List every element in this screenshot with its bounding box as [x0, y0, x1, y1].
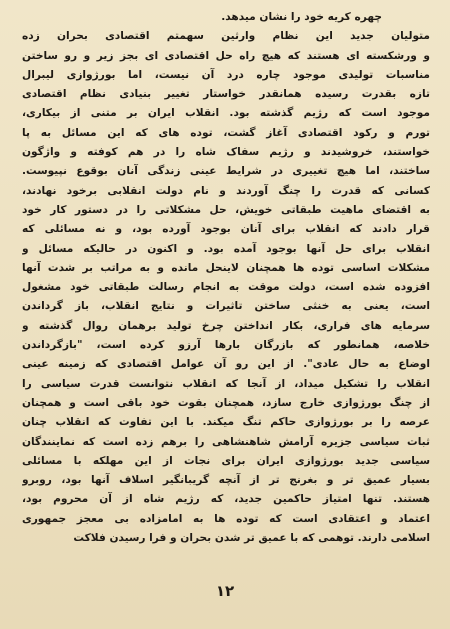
- text-line: انقلاب را تشکیل میداد، از آنجا که انقلاب نتوانست قدرت سیاسی را: [22, 377, 430, 390]
- text-line: اسلامی دارند. توهمی که با عمیق تر شدن بحران و فرا رسیدن فلاکت: [73, 532, 430, 545]
- text-line: مناسبات تولیدی موجود چاره درد آن نیست، اما بورژوازی لیبرال: [22, 68, 430, 81]
- text-line: خلاصه، همانطور که بازرگان بارها آرزو کرده است، "بازگرداندن: [22, 339, 430, 352]
- text-line: عرصه را بر بورژوازی حاکم تنگ میکند. با این تفاوت که انقلاب چنان: [22, 416, 430, 429]
- text-line: و ورشکسته ای هستند که هیچ راه حل اقتصادی ای بجز زیر و رو ساختن: [22, 49, 430, 62]
- text-line: ثبات سیاسی جزیره آرامش شاهنشاهی را برهم زده است که نماینندگان: [22, 435, 430, 448]
- page-number: ۱۲: [215, 582, 235, 600]
- text-line: سیاسی جدید بورژوازی ایران برای نجات از این مهلکه با مسائلی: [22, 454, 430, 467]
- text-line: اعتماد و اعتقادی است که توده ها به امامزاده بی معجز جمهوری: [22, 512, 430, 525]
- text-line: ساختند، اما هیچ تغییری در شرایط عینی زندگی آنان بوقوع نپیوست.: [22, 165, 430, 178]
- text-line: بسیار عمیق تر و بغرنج تر از آنچه گریبانگیر اسلاف آنها بود، روبرو: [22, 474, 430, 487]
- text-line: تازه بقدرت رسیده همانقدر خواستار تغییر بنیادی نظام اقتصادی: [22, 88, 430, 101]
- text-line: سرمایه های فراری، بکار انداختن چرخ تولید برهمان روال گذشته و: [22, 319, 430, 332]
- text-line: به اقتضای ماهیت طبقاتی خویش، حل مشکلاتی را در دستور کار خود: [22, 203, 430, 216]
- body-text: [22, 8, 430, 548]
- text-line: افزوده شده است، دولت موقت به انجام رسالت طبقاتی خود مشغول: [22, 281, 430, 294]
- text-line: قرار دادند که انقلاب برای آنان بوجود آورده بود، و نه مسائلی که: [22, 223, 430, 236]
- text-line: انقلاب برای حل آنها بوجود آمده بود. و اکنون در حالیکه مسائل و: [22, 242, 430, 255]
- text-line: مشکلات اساسی توده ها همچنان لاینحل مانده و به مراتب بر شدت آنها: [22, 261, 430, 274]
- text-line: متولیان جدید این نظام وارثین سهمتم اقتصادی بحران زده: [22, 30, 430, 43]
- text-line: است، یعنی به خنثی ساختن تاثیرات و نتایج انقلاب، باز گرداندن: [22, 300, 430, 313]
- text-line: هستند. تنها امتیاز حاکمین جدید، که رژیم شاه از آن محروم بود،: [22, 493, 430, 506]
- text-line: چهره کریه خود را نشان میدهد.: [221, 11, 382, 23]
- text-line: از چنگ بورژوازی خارج سازد، همچنان بقوت خود باقی است و همچنان: [22, 396, 430, 409]
- text-line: تورم و رکود اقتصادی آغاز گشت، توده های که این مسائل به پا: [22, 126, 430, 139]
- text-line: خواستند، خروشیدند و رژیم سفاک شاه را در هم کوفته و واژگون: [22, 146, 430, 159]
- text-line: اوضاع به حال عادی". از این رو آن عوامل اقتصادی که زمینه عینی: [22, 358, 430, 371]
- text-line: موجود است که رژیم گذشته بود. انقلاب ایران بر متنی از بیکاری،: [22, 107, 430, 120]
- text-line: کسانی که قدرت را چنگ آوردند و نام دولت انقلابی برخود نهادند،: [22, 184, 430, 197]
